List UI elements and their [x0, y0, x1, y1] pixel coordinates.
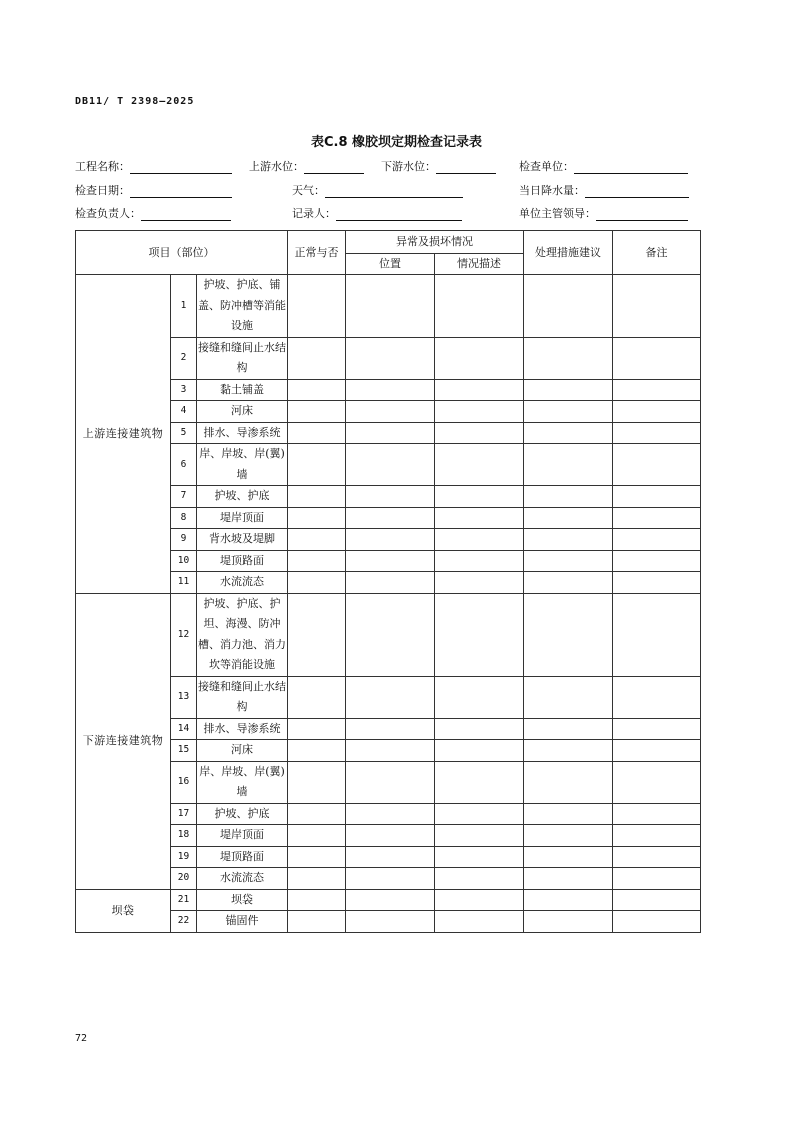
- remarks-cell[interactable]: [613, 761, 701, 803]
- table-row: [76, 593, 701, 676]
- normal-cell[interactable]: [288, 379, 346, 401]
- description-cell[interactable]: [435, 911, 524, 933]
- daily-rainfall-field: [519, 184, 689, 198]
- upstream-level-label: 上游水位：: [249, 160, 304, 173]
- position-cell[interactable]: [346, 825, 435, 847]
- weather-field: [292, 184, 463, 198]
- description-cell[interactable]: [435, 529, 524, 551]
- unit-leader-label: 单位主管领导：: [519, 207, 596, 220]
- upstream-level-blank[interactable]: [304, 161, 364, 174]
- description-cell[interactable]: [435, 401, 524, 423]
- measures-cell[interactable]: [524, 803, 613, 825]
- group-name: 下游连接建筑物: [76, 593, 171, 889]
- remarks-cell[interactable]: [613, 422, 701, 444]
- upstream-level-field: [249, 160, 364, 174]
- remarks-cell[interactable]: [613, 718, 701, 740]
- description-cell[interactable]: [435, 593, 524, 676]
- position-cell[interactable]: [346, 803, 435, 825]
- row-number: 5: [171, 422, 197, 444]
- inspection-record-table: [75, 230, 701, 933]
- remarks-cell[interactable]: [613, 825, 701, 847]
- measures-cell[interactable]: [524, 401, 613, 423]
- remarks-cell[interactable]: [613, 550, 701, 572]
- downstream-level-label: 下游水位：: [381, 160, 436, 173]
- measures-cell[interactable]: [524, 761, 613, 803]
- measures-cell[interactable]: [524, 337, 613, 379]
- row-item: 护坡、护底、护坦、海漫、防冲槽、消力池、消力坎等消能设施: [197, 593, 288, 676]
- row-item: 河床: [197, 740, 288, 762]
- header-item: 项目（部位）: [76, 231, 288, 275]
- description-cell[interactable]: [435, 846, 524, 868]
- row-number: 8: [171, 507, 197, 529]
- normal-cell[interactable]: [288, 911, 346, 933]
- normal-cell[interactable]: [288, 718, 346, 740]
- position-cell[interactable]: [346, 676, 435, 718]
- table-title: 表C.8 橡胶坝定期检查记录表: [310, 135, 483, 150]
- inspection-unit-field: [519, 160, 688, 174]
- measures-cell[interactable]: [524, 422, 613, 444]
- remarks-cell[interactable]: [613, 444, 701, 486]
- group-name: 坝袋: [76, 889, 171, 932]
- measures-cell[interactable]: [524, 275, 613, 338]
- project-name-label: 工程名称：: [75, 160, 130, 173]
- measures-cell[interactable]: [524, 868, 613, 890]
- row-item: 河床: [197, 401, 288, 423]
- description-cell[interactable]: [435, 422, 524, 444]
- downstream-level-blank[interactable]: [436, 161, 496, 174]
- row-number: 1: [171, 275, 197, 338]
- row-item: 排水、导渗系统: [197, 422, 288, 444]
- group-name: 上游连接建筑物: [76, 275, 171, 594]
- measures-cell[interactable]: [524, 676, 613, 718]
- position-cell[interactable]: [346, 593, 435, 676]
- row-item: 接缝和缝间止水结构: [197, 337, 288, 379]
- measures-cell[interactable]: [524, 911, 613, 933]
- position-cell[interactable]: [346, 889, 435, 911]
- remarks-cell[interactable]: [613, 507, 701, 529]
- position-cell[interactable]: [346, 379, 435, 401]
- position-cell[interactable]: [346, 529, 435, 551]
- normal-cell[interactable]: [288, 275, 346, 338]
- inspection-lead-blank[interactable]: [141, 208, 231, 221]
- row-number: 11: [171, 572, 197, 594]
- measures-cell[interactable]: [524, 846, 613, 868]
- description-cell[interactable]: [435, 740, 524, 762]
- row-number: 4: [171, 401, 197, 423]
- row-number: 22: [171, 911, 197, 933]
- inspection-unit-label: 检查单位：: [519, 160, 574, 173]
- row-item: 护坡、护底、铺盖、防冲槽等消能设施: [197, 275, 288, 338]
- normal-cell[interactable]: [288, 846, 346, 868]
- page-number: 72: [75, 1033, 88, 1044]
- row-item: 坝袋: [197, 889, 288, 911]
- description-cell[interactable]: [435, 868, 524, 890]
- row-number: 14: [171, 718, 197, 740]
- row-number: 2: [171, 337, 197, 379]
- inspection-lead-label: 检查负责人：: [75, 207, 141, 220]
- inspection-unit-blank[interactable]: [574, 161, 688, 174]
- standard-code: DB11/ T 2398—2025: [75, 96, 195, 107]
- header-measures: 处理措施建议: [524, 231, 613, 275]
- remarks-cell[interactable]: [613, 803, 701, 825]
- normal-cell[interactable]: [288, 825, 346, 847]
- row-number: 3: [171, 379, 197, 401]
- normal-cell[interactable]: [288, 676, 346, 718]
- remarks-cell[interactable]: [613, 676, 701, 718]
- position-cell[interactable]: [346, 507, 435, 529]
- description-cell[interactable]: [435, 572, 524, 594]
- normal-cell[interactable]: [288, 572, 346, 594]
- daily-rainfall-label: 当日降水量：: [519, 184, 585, 197]
- position-cell[interactable]: [346, 761, 435, 803]
- normal-cell[interactable]: [288, 740, 346, 762]
- row-number: 9: [171, 529, 197, 551]
- row-item: 堤顶路面: [197, 846, 288, 868]
- normal-cell[interactable]: [288, 761, 346, 803]
- row-item: 水流流态: [197, 868, 288, 890]
- remarks-cell[interactable]: [613, 593, 701, 676]
- recorder-label: 记录人：: [292, 207, 336, 220]
- position-cell[interactable]: [346, 337, 435, 379]
- daily-rainfall-blank[interactable]: [585, 185, 689, 198]
- measures-cell[interactable]: [524, 825, 613, 847]
- row-item: 岸、岸坡、岸(翼)墙: [197, 444, 288, 486]
- row-number: 6: [171, 444, 197, 486]
- description-cell[interactable]: [435, 486, 524, 508]
- row-number: 16: [171, 761, 197, 803]
- unit-leader-blank[interactable]: [596, 208, 688, 221]
- description-cell[interactable]: [435, 676, 524, 718]
- position-cell[interactable]: [346, 868, 435, 890]
- remarks-cell[interactable]: [613, 911, 701, 933]
- row-number: 18: [171, 825, 197, 847]
- header-abnormal: 异常及损坏情况: [346, 231, 524, 254]
- row-item: 岸、岸坡、岸(翼)墙: [197, 761, 288, 803]
- recorder-blank[interactable]: [336, 208, 462, 221]
- remarks-cell[interactable]: [613, 529, 701, 551]
- normal-cell[interactable]: [288, 507, 346, 529]
- measures-cell[interactable]: [524, 572, 613, 594]
- inspection-date-label: 检查日期：: [75, 184, 130, 197]
- inspection-lead-field: [75, 207, 231, 221]
- position-cell[interactable]: [346, 486, 435, 508]
- position-cell[interactable]: [346, 275, 435, 338]
- measures-cell[interactable]: [524, 507, 613, 529]
- position-cell[interactable]: [346, 401, 435, 423]
- row-number: 12: [171, 593, 197, 676]
- measures-cell[interactable]: [524, 444, 613, 486]
- measures-cell[interactable]: [524, 379, 613, 401]
- table-row: [76, 889, 701, 911]
- row-item: 背水坡及堤脚: [197, 529, 288, 551]
- row-number: 13: [171, 676, 197, 718]
- description-cell[interactable]: [435, 718, 524, 740]
- description-cell[interactable]: [435, 379, 524, 401]
- measures-cell[interactable]: [524, 740, 613, 762]
- project-name-field: [75, 160, 232, 174]
- header-normal: 正常与否: [288, 231, 346, 275]
- row-number: 15: [171, 740, 197, 762]
- row-item: 排水、导渗系统: [197, 718, 288, 740]
- inspection-date-blank[interactable]: [130, 185, 232, 198]
- remarks-cell[interactable]: [613, 337, 701, 379]
- downstream-level-field: [381, 160, 496, 174]
- measures-cell[interactable]: [524, 889, 613, 911]
- normal-cell[interactable]: [288, 868, 346, 890]
- normal-cell[interactable]: [288, 550, 346, 572]
- normal-cell[interactable]: [288, 529, 346, 551]
- weather-label: 天气：: [292, 184, 325, 197]
- description-cell[interactable]: [435, 507, 524, 529]
- measures-cell[interactable]: [524, 529, 613, 551]
- measures-cell[interactable]: [524, 550, 613, 572]
- position-cell[interactable]: [346, 550, 435, 572]
- row-number: 10: [171, 550, 197, 572]
- description-cell[interactable]: [435, 550, 524, 572]
- position-cell[interactable]: [346, 422, 435, 444]
- position-cell[interactable]: [346, 444, 435, 486]
- row-item: 黏土铺盖: [197, 379, 288, 401]
- header-description: 情况描述: [435, 254, 524, 275]
- remarks-cell[interactable]: [613, 889, 701, 911]
- recorder-field: [292, 207, 462, 221]
- description-cell[interactable]: [435, 275, 524, 338]
- normal-cell[interactable]: [288, 486, 346, 508]
- normal-cell[interactable]: [288, 337, 346, 379]
- remarks-cell[interactable]: [613, 275, 701, 338]
- weather-blank[interactable]: [325, 185, 463, 198]
- measures-cell[interactable]: [524, 593, 613, 676]
- header-position: 位置: [346, 254, 435, 275]
- description-cell[interactable]: [435, 825, 524, 847]
- row-number: 19: [171, 846, 197, 868]
- header-remarks: 备注: [613, 231, 701, 275]
- row-number: 21: [171, 889, 197, 911]
- description-cell[interactable]: [435, 337, 524, 379]
- row-number: 17: [171, 803, 197, 825]
- row-item: 水流流态: [197, 572, 288, 594]
- normal-cell[interactable]: [288, 401, 346, 423]
- row-item: 护坡、护底: [197, 803, 288, 825]
- description-cell[interactable]: [435, 444, 524, 486]
- project-name-blank[interactable]: [130, 161, 232, 174]
- normal-cell[interactable]: [288, 803, 346, 825]
- remarks-cell[interactable]: [613, 846, 701, 868]
- row-item: 护坡、护底: [197, 486, 288, 508]
- row-item: 堤岸顶面: [197, 507, 288, 529]
- description-cell[interactable]: [435, 803, 524, 825]
- normal-cell[interactable]: [288, 593, 346, 676]
- row-item: 接缝和缝间止水结构: [197, 676, 288, 718]
- row-item: 堤顶路面: [197, 550, 288, 572]
- normal-cell[interactable]: [288, 889, 346, 911]
- remarks-cell[interactable]: [613, 868, 701, 890]
- inspection-date-field: [75, 184, 232, 198]
- remarks-cell[interactable]: [613, 401, 701, 423]
- unit-leader-field: [519, 207, 688, 221]
- position-cell[interactable]: [346, 718, 435, 740]
- position-cell[interactable]: [346, 740, 435, 762]
- remarks-cell[interactable]: [613, 740, 701, 762]
- row-number: 20: [171, 868, 197, 890]
- position-cell[interactable]: [346, 572, 435, 594]
- position-cell[interactable]: [346, 846, 435, 868]
- remarks-cell[interactable]: [613, 486, 701, 508]
- normal-cell[interactable]: [288, 422, 346, 444]
- table-row: [76, 275, 701, 338]
- row-item: 锚固件: [197, 911, 288, 933]
- description-cell[interactable]: [435, 889, 524, 911]
- position-cell[interactable]: [346, 911, 435, 933]
- normal-cell[interactable]: [288, 444, 346, 486]
- measures-cell[interactable]: [524, 718, 613, 740]
- remarks-cell[interactable]: [613, 379, 701, 401]
- remarks-cell[interactable]: [613, 572, 701, 594]
- measures-cell[interactable]: [524, 486, 613, 508]
- description-cell[interactable]: [435, 761, 524, 803]
- row-item: 堤岸顶面: [197, 825, 288, 847]
- row-number: 7: [171, 486, 197, 508]
